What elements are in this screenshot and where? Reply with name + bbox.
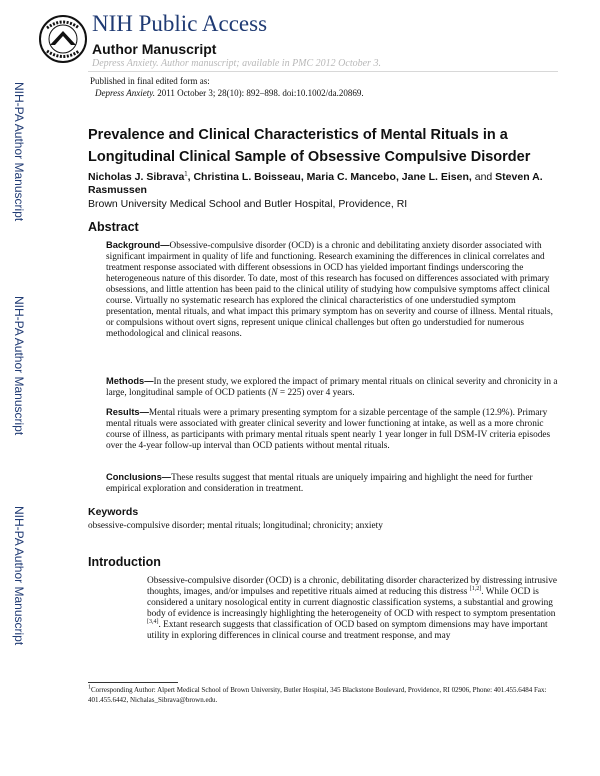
introduction-paragraph	[147, 576, 557, 642]
article-title: Prevalence and Clinical Characteristics of Mental Rituals in a Longitudinal Clinical Sample of Obsessive Compulsive Disorder	[88, 127, 531, 165]
results-label: Results—	[106, 407, 149, 417]
background-label: Background—	[106, 240, 170, 250]
co-authors: , Christina L. Boisseau, Maria C. Mancebo, Jane L. Eisen,	[187, 171, 472, 183]
footnote-text: Corresponding Author: Alpert Medical School of Brown University, Butler Hospital, 345 Blackstone Boulevard, Providence, RI 02906, Phone: 401.455.6484 Fax: 401.455.6442, Nichalas_Sibrava@brown.edu.	[88, 686, 547, 704]
footnote-marker: 1	[88, 684, 91, 691]
background-text: Obsessive-compulsive disorder (OCD) is a chronic and debilitating anxiety disorder associated with significant impairment in quality of life and functioning. Research examining the differences in clinical correlates and treatment response associated with different obsessions in OCD has yielded important findings underscoring the heterogeneous nature of this disorder. To date, most of this research has focused on differences associated with primary obsessions, and little attention has been paid to the clinical utility of studying how compulsive symptoms affect clinical course. Virtually no systematic research has explored the clinical characteristics of one understudied symptom presentation, mental rituals, and what impact this primary symptom has on severity and course of illness. Mental rituals, or compulsions without overt signs, represent unique clinical challenges but often go understudied for numerous methodological and clinical reasons.	[106, 241, 553, 339]
keywords-heading: Keywords	[88, 506, 139, 518]
methods-text-2: = 225) over 4 years.	[277, 388, 355, 398]
intro-text-3: . Extant research suggests that classification of OCD based on symptom dimensions may have important utility in exploring differences in clinical course and treatment response, and may	[147, 620, 548, 641]
intro-ref-2[interactable]: [3,4]	[147, 618, 159, 625]
publication-citation	[95, 88, 364, 98]
keywords-list: obsessive-compulsive disorder; mental rituals; longitudinal; chronicity; anxiety	[88, 521, 383, 531]
author-list	[88, 171, 558, 197]
side-watermark-1: NIH-PA Author Manuscript	[12, 82, 26, 222]
methods-label: Methods—	[106, 376, 154, 386]
results-text: Mental rituals were a primary presenting symptom for a sizable percentage of the sample (12.9%). Primary mental rituals were associated with greater clinical severity and lower functioning at intake, as well as a more chronic course of illness, as participants with primary mental rituals spent nearly 1 year longer in full DSM-IV criteria episodes over the 4-year follow-up interval than OCD patients without mental rituals.	[106, 408, 551, 451]
nih-seal-logo	[38, 14, 88, 64]
abstract-background	[106, 240, 558, 340]
citation-journal: Depress Anxiety.	[95, 88, 155, 98]
publication-label: Published in final edited form as:	[90, 76, 210, 86]
header-title: NIH Public Access	[92, 11, 268, 36]
author-footnote-marker: 1	[184, 171, 188, 178]
conclusions-text: These results suggest that mental rituals are uniquely impairing and highlight the need for further empirical exploration and consideration in treatment.	[106, 473, 533, 494]
intro-text-2: . While OCD is considered a unitary nosological entity in current diagnostic classification systems, a substantial and growing body of evidence is increasingly highlighting the heterogeneity of OCD with respect to symptom presentation	[147, 587, 556, 619]
conclusions-label: Conclusions—	[106, 472, 172, 482]
abstract-methods	[106, 376, 558, 399]
introduction-heading: Introduction	[88, 555, 161, 569]
side-watermark-2: NIH-PA Author Manuscript	[12, 296, 26, 436]
intro-ref-1[interactable]: [1,2]	[469, 585, 482, 592]
side-watermark-3: NIH-PA Author Manuscript	[12, 506, 26, 646]
abstract-results	[106, 407, 558, 452]
last-author: Steven A. Rasmussen	[88, 171, 543, 196]
affiliation: Brown University Medical School and Butler Hospital, Providence, RI	[88, 198, 408, 210]
abstract-conclusions	[106, 472, 558, 495]
authors-and: and	[471, 171, 496, 183]
methods-n-symbol: N	[271, 388, 278, 398]
footnote-divider	[88, 682, 178, 683]
citation-details: 2011 October 3; 28(10): 892–898. doi:10.1002/da.20869.	[155, 88, 364, 98]
footnote	[88, 686, 558, 705]
header-divider	[88, 71, 558, 72]
abstract-heading: Abstract	[88, 220, 139, 234]
intro-text-1: Obsessive-compulsive disorder (OCD) is a chronic, debilitating disorder characterized by distressing intrusive thoughts, images, and/or impulses and repetitive rituals aimed at reducing this distress	[147, 576, 557, 597]
first-author: Nicholas J. Sibrava	[88, 171, 185, 183]
methods-text-1: In the present study, we explored the impact of primary mental rituals on clinical severity and chronicity in a large, longitudinal sample of OCD patients (	[106, 377, 558, 398]
header-subtitle: Author Manuscript	[92, 41, 217, 57]
header-status: Depress Anxiety. Author manuscript; available in PMC 2012 October 3.	[92, 58, 381, 69]
